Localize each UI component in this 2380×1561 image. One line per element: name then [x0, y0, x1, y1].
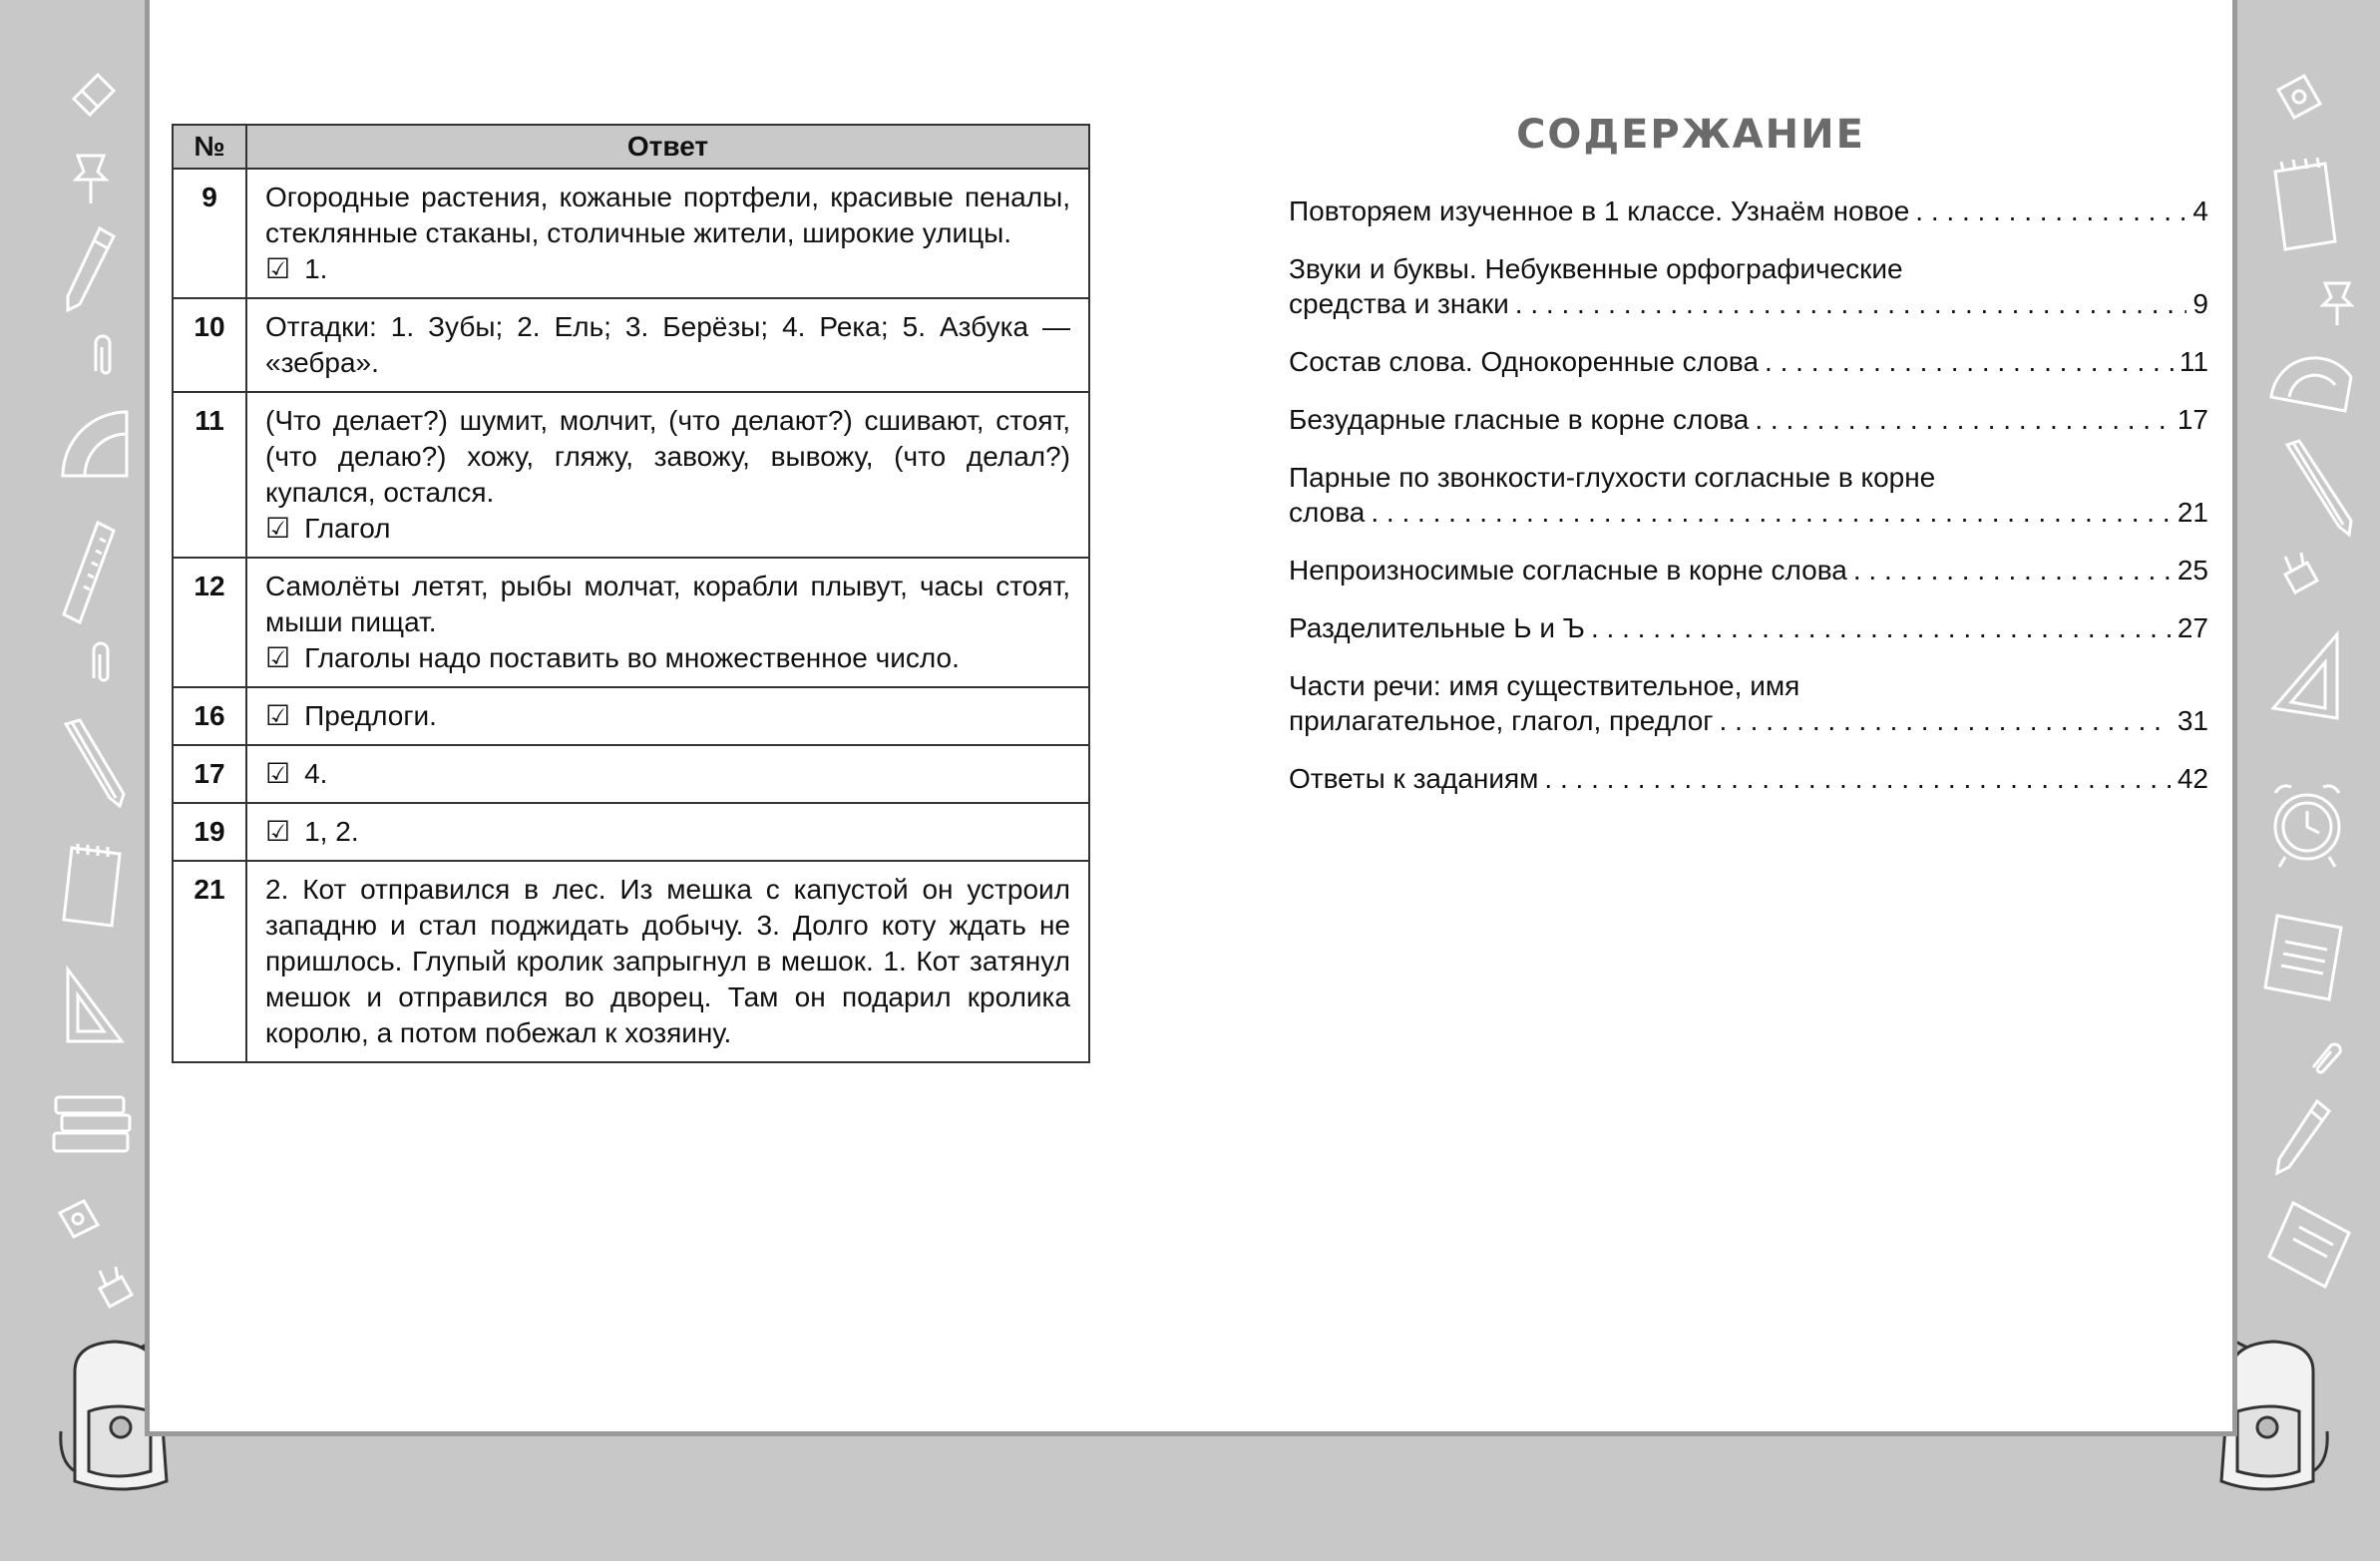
protractor-icon [55, 404, 135, 484]
toc-entry[interactable] [1289, 553, 2208, 587]
pencil-icon [60, 718, 130, 808]
column-header-answer: Ответ [246, 125, 1089, 169]
checkbox-checked-icon: ☑ [265, 700, 291, 731]
checked-answer [265, 814, 1070, 850]
toc-page-number: 17 [2177, 404, 2208, 435]
pushpin-icon [2317, 277, 2357, 327]
checked-answer-text: 1, 2. [304, 816, 359, 847]
toc-entry-title-line: Парные по звонкости-глухости согласные в корне [1289, 462, 1936, 493]
checked-answer-text: Глаголы надо поставить во множественное число. [304, 642, 960, 673]
table-row [173, 745, 1089, 803]
toc-leader-dots [1853, 553, 2172, 587]
toc-leader-dots [1591, 610, 2172, 645]
checked-answer-text: Глагол [304, 513, 391, 544]
toc-entry-title: Непроизносимые согласные в корне слова [1289, 555, 1847, 585]
alarm-clock-icon [2257, 773, 2357, 873]
toc-leader-dots [1515, 286, 2187, 321]
paperclip-icon [86, 638, 116, 688]
toc-leader-dots [1765, 344, 2174, 379]
toc-entry[interactable] [1289, 402, 2208, 437]
toc-entry-title-line: Звуки и буквы. Небуквенные орфографические [1289, 253, 1903, 284]
answer-cell [246, 745, 1089, 803]
checked-answer [265, 511, 1070, 547]
table-row [173, 169, 1089, 298]
answer-cell [246, 558, 1089, 687]
right-decor-strip [2237, 0, 2380, 1436]
toc-entry[interactable] [1289, 460, 2208, 530]
toc-entry-title: Безударные гласные в корне слова [1289, 404, 1750, 435]
checked-answer-text: Предлоги. [304, 700, 437, 731]
toc-entry-title: слова [1289, 497, 1366, 528]
toc-page-number: 25 [2177, 555, 2208, 585]
toc-page-number: 31 [2177, 705, 2208, 736]
answer-text: Отгадки: 1. Зубы; 2. Ель; 3. Берёзы; 4. Река; 5. Азбука — «зебра». [265, 311, 1070, 378]
eraser-icon [68, 65, 120, 117]
set-square-icon [2267, 628, 2347, 728]
task-number: 19 [173, 803, 246, 861]
toc-entry-title: прилагательное, глагол, предлог [1289, 705, 1714, 736]
pushpin-icon [68, 150, 114, 205]
column-header-number: № [173, 125, 246, 169]
task-number: 12 [173, 558, 246, 687]
toc-title: СОДЕРЖАНИЕ [1516, 112, 1865, 158]
checkbox-checked-icon: ☑ [265, 642, 291, 673]
toc-page-number: 21 [2177, 497, 2208, 528]
left-decor-strip [0, 0, 145, 1436]
sharpener-icon [2272, 70, 2328, 126]
answer-text: Огородные растения, кожаные портфели, красивые пеналы, стеклянные стаканы, столичные жители, широкие улицы. [265, 182, 1070, 248]
toc-leader-dots [1720, 703, 2172, 738]
pen-icon [2277, 439, 2357, 539]
paperclip-icon [88, 331, 118, 381]
toc-entry-title: Состав слова. Однокоренные слова [1289, 346, 1760, 377]
table-of-contents [1289, 194, 2208, 819]
checkbox-checked-icon: ☑ [265, 513, 291, 544]
toc-page-number: 27 [2177, 612, 2208, 643]
notepad-icon [2263, 1197, 2355, 1293]
table-row [173, 298, 1089, 392]
toc-entry[interactable] [1289, 761, 2208, 796]
checkbox-checked-icon: ☑ [265, 758, 291, 789]
checked-answer [265, 251, 1070, 287]
task-number: 17 [173, 745, 246, 803]
pencil-icon [2273, 1097, 2333, 1177]
notepad-icon [58, 840, 128, 930]
ruler-icon [60, 519, 120, 628]
notepad-icon [2257, 908, 2349, 1007]
checkbox-checked-icon: ☑ [265, 253, 291, 284]
answer-cell [246, 861, 1089, 1062]
answers-table [172, 124, 1090, 1063]
toc-entry-title: Повторяем изученное в 1 классе. Узнаём новое [1289, 195, 1910, 226]
notepad-icon [2267, 158, 2343, 253]
checked-answer [265, 698, 1070, 734]
toc-page-number: 42 [2177, 763, 2208, 794]
answer-cell [246, 298, 1089, 392]
toc-entry-title: Ответы к заданиям [1289, 763, 1539, 794]
table-row [173, 392, 1089, 558]
table-row [173, 803, 1089, 861]
toc-entry[interactable] [1289, 610, 2208, 645]
task-number: 11 [173, 392, 246, 558]
toc-entry[interactable] [1289, 251, 2208, 321]
binder-clip-icon [92, 1265, 138, 1311]
toc-entry[interactable] [1289, 194, 2208, 228]
toc-leader-dots [1915, 194, 2186, 228]
answer-cell [246, 169, 1089, 298]
toc-entry[interactable] [1289, 344, 2208, 379]
books-icon [50, 1089, 136, 1159]
checkbox-checked-icon: ☑ [265, 816, 291, 847]
checked-answer-text: 1. [304, 253, 328, 284]
toc-entry[interactable] [1289, 668, 2208, 738]
toc-page-number: 11 [2179, 346, 2208, 377]
task-number: 9 [173, 169, 246, 298]
protractor-icon [2265, 337, 2357, 419]
toc-entry-title: Разделительные Ь и Ъ [1289, 612, 1585, 643]
binder-clip-icon [2277, 551, 2323, 596]
table-row [173, 558, 1089, 687]
toc-page-number: 4 [2192, 195, 2208, 226]
table-row [173, 861, 1089, 1062]
toc-leader-dots [1544, 761, 2171, 796]
toc-leader-dots [1755, 402, 2172, 437]
answer-text: (Что делает?) шумит, молчит, (что делают?) сшивают, стоят, (что делаю?) хожу, гляжу, завожу, вывожу, (что делал?) купался, остался. [265, 405, 1070, 508]
task-number: 21 [173, 861, 246, 1062]
answer-cell [246, 687, 1089, 745]
answer-text: Самолёты летят, рыбы молчат, корабли плывут, часы стоят, мыши пищат. [265, 571, 1070, 637]
checked-answer [265, 640, 1070, 676]
task-number: 16 [173, 687, 246, 745]
paperclip-icon [2307, 1037, 2347, 1077]
pen-icon [60, 224, 120, 314]
checked-answer-text: 4. [304, 758, 328, 789]
answer-text: 2. Кот отправился в лес. Из мешка с капустой он устроил западню и стал поджидать добычу. 3. Долго коту ждать не пришлось. Глупый кролик запрыгнул в мешок. 1. Кот затянул мешок и отправился во дворец. Там он подарил кролика королю, а потом побежал к хозяину. [265, 874, 1070, 1048]
table-header-row [173, 125, 1089, 169]
table-row [173, 687, 1089, 745]
set-square-icon [62, 966, 126, 1045]
toc-page-number: 9 [2192, 288, 2208, 319]
sharpener-icon [54, 1195, 104, 1245]
checked-answer [265, 756, 1070, 792]
answer-cell [246, 392, 1089, 558]
toc-leader-dots [1371, 495, 2171, 530]
toc-entry-title-line: Части речи: имя существительное, имя [1289, 670, 1800, 701]
toc-entry-title: средства и знаки [1289, 288, 1509, 319]
answers-table-body [173, 169, 1089, 1062]
task-number: 10 [173, 298, 246, 392]
answer-cell [246, 803, 1089, 861]
